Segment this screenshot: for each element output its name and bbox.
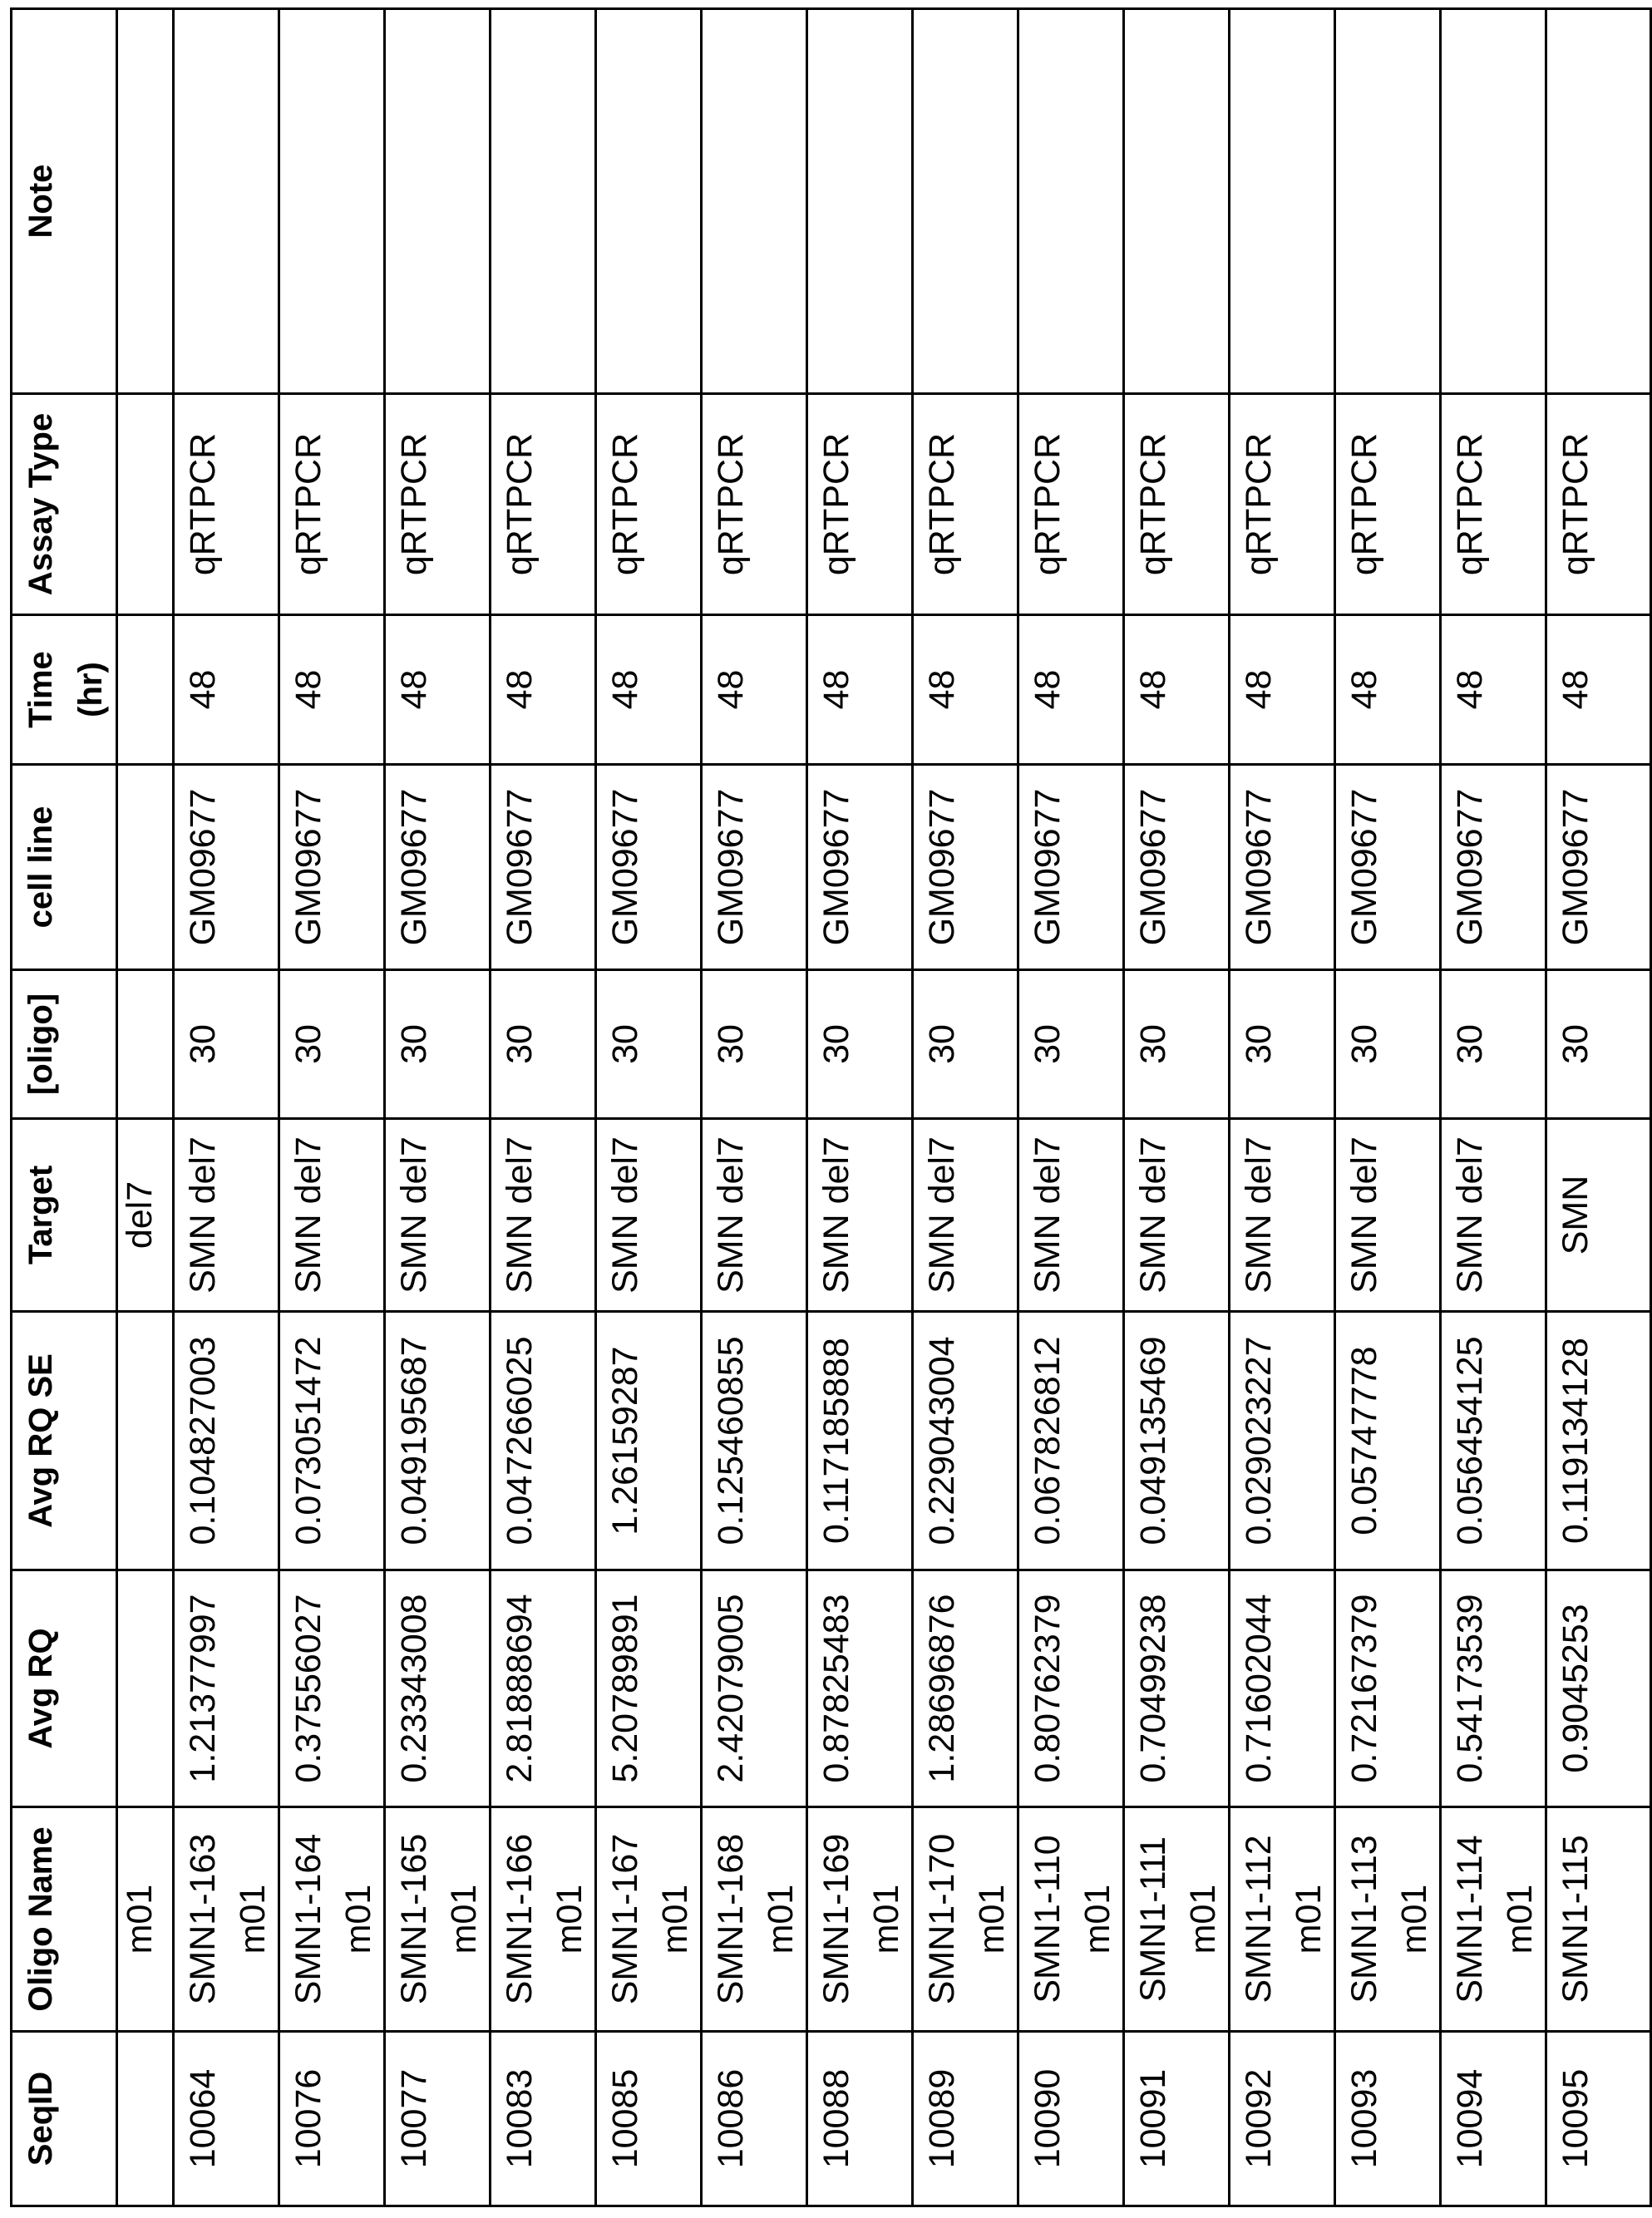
cell-cell-line [117, 765, 174, 970]
table-row [807, 9, 913, 2206]
cell-avg-rq-se: 0.073051472 [279, 1312, 385, 1570]
cell-target: SMN del7 [491, 1119, 596, 1312]
table-row [385, 9, 491, 2206]
cell-seqid: 10091 [1124, 2032, 1230, 2206]
header-oligo-conc: [oligo] [12, 970, 117, 1119]
cell-oligo-name: SMN1-167 m01 [596, 1807, 702, 2032]
cell-seqid: 10083 [491, 2032, 596, 2206]
cell-assay-type: qRTPCR [702, 394, 807, 615]
cell-assay-type: qRTPCR [596, 394, 702, 615]
cell-cell-line: GM09677 [913, 765, 1018, 970]
cell-assay-type: qRTPCR [807, 394, 913, 615]
cell-avg-rq-se: 0.029023227 [1230, 1312, 1335, 1570]
cell-oligo-name: SMN1-115 [1546, 1807, 1651, 2032]
table-row [1441, 9, 1546, 2206]
cell-time-hr: 48 [596, 615, 702, 765]
header-oligo-name: Oligo Name [12, 1807, 117, 2032]
cell-time-hr: 48 [1230, 615, 1335, 765]
cell-avg-rq: 0.37556027 [279, 1570, 385, 1807]
cell-seqid: 10090 [1018, 2032, 1124, 2206]
cell-time-hr: 48 [1124, 615, 1230, 765]
cell-avg-rq: 0.72167379 [1335, 1570, 1441, 1807]
cell-cell-line: GM09677 [491, 765, 596, 970]
cell-assay-type: qRTPCR [279, 394, 385, 615]
cell-avg-rq-se: 0.125460855 [702, 1312, 807, 1570]
cell-assay-type: qRTPCR [1335, 394, 1441, 615]
cell-cell-line: GM09677 [385, 765, 491, 970]
cell-seqid: 10077 [385, 2032, 491, 2206]
cell-cell-line: GM09677 [1230, 765, 1335, 970]
cell-oligo-conc: 30 [174, 970, 279, 1119]
cell-avg-rq: 1.21377997 [174, 1570, 279, 1807]
cell-assay-type [117, 394, 174, 615]
cell-oligo-name: SMN1-112 m01 [1230, 1807, 1335, 2032]
cell-note [1230, 9, 1335, 394]
cell-assay-type: qRTPCR [491, 394, 596, 615]
cell-cell-line: GM09677 [174, 765, 279, 970]
cell-time-hr: 48 [807, 615, 913, 765]
cell-oligo-name: SMN1-170 m01 [913, 1807, 1018, 2032]
cell-assay-type: qRTPCR [913, 394, 1018, 615]
cell-oligo-name: SMN1-169 m01 [807, 1807, 913, 2032]
header-assay-type: Assay Type [12, 394, 117, 615]
table-row [491, 9, 596, 2206]
cell-target: SMN del7 [385, 1119, 491, 1312]
cell-oligo-conc: 30 [807, 970, 913, 1119]
cell-cell-line: GM09677 [596, 765, 702, 970]
cell-note [913, 9, 1018, 394]
cell-seqid: 10094 [1441, 2032, 1546, 2206]
cell-oligo-conc: 30 [1441, 970, 1546, 1119]
cell-seqid: 10093 [1335, 2032, 1441, 2206]
cell-cell-line: GM09677 [702, 765, 807, 970]
cell-oligo-name: SMN1-111 m01 [1124, 1807, 1230, 2032]
cell-cell-line: GM09677 [1018, 765, 1124, 970]
cell-avg-rq-se: 0.056454125 [1441, 1312, 1546, 1570]
cell-oligo-conc: 30 [279, 970, 385, 1119]
cell-avg-rq-se: 0.117185888 [807, 1312, 913, 1570]
cell-target: SMN del7 [1230, 1119, 1335, 1312]
cell-time-hr: 48 [279, 615, 385, 765]
cell-avg-rq: 0.70499238 [1124, 1570, 1230, 1807]
header-cell-line: cell line [12, 765, 117, 970]
cell-note [807, 9, 913, 394]
cell-time-hr: 48 [1546, 615, 1651, 765]
cell-assay-type: qRTPCR [1230, 394, 1335, 615]
table-row [174, 9, 279, 2206]
cell-assay-type: qRTPCR [174, 394, 279, 615]
cell-oligo-name: SMN1-166 m01 [491, 1807, 596, 2032]
cell-note [491, 9, 596, 394]
cell-time-hr: 48 [1441, 615, 1546, 765]
cell-seqid: 10086 [702, 2032, 807, 2206]
header-seqid: SeqID [12, 2032, 117, 2206]
header-time-hr: Time (hr) [12, 615, 117, 765]
cell-avg-rq-se: 1.26159287 [596, 1312, 702, 1570]
cell-time-hr: 48 [913, 615, 1018, 765]
table-row [1546, 9, 1651, 2206]
cell-avg-rq [117, 1570, 174, 1807]
cell-assay-type: qRTPCR [1546, 394, 1651, 615]
cell-oligo-name: m01 [117, 1807, 174, 2032]
cell-time-hr: 48 [1018, 615, 1124, 765]
cell-time-hr [117, 615, 174, 765]
cell-time-hr: 48 [174, 615, 279, 765]
cell-oligo-conc: 30 [596, 970, 702, 1119]
cell-avg-rq-se [117, 1312, 174, 1570]
cell-avg-rq: 0.80762379 [1018, 1570, 1124, 1807]
cell-oligo-conc: 30 [1335, 970, 1441, 1119]
cell-seqid: 10088 [807, 2032, 913, 2206]
cell-oligo-conc: 30 [702, 970, 807, 1119]
table-row [913, 9, 1018, 2206]
cell-note [1441, 9, 1546, 394]
cell-oligo-name: SMN1-110 m01 [1018, 1807, 1124, 2032]
cell-note [1018, 9, 1124, 394]
cell-avg-rq-se: 0.067826812 [1018, 1312, 1124, 1570]
cell-target: SMN del7 [1124, 1119, 1230, 1312]
cell-cell-line: GM09677 [1124, 765, 1230, 970]
cell-oligo-name: SMN1-168 m01 [702, 1807, 807, 2032]
cell-seqid: 10095 [1546, 2032, 1651, 2206]
cell-seqid: 10064 [174, 2032, 279, 2206]
cell-avg-rq: 0.9045253 [1546, 1570, 1651, 1807]
cell-avg-rq-se: 0.119134128 [1546, 1312, 1651, 1570]
cell-target: SMN del7 [702, 1119, 807, 1312]
table-row [279, 9, 385, 2206]
cell-target: SMN del7 [1335, 1119, 1441, 1312]
cell-avg-rq-se: 0.05747778 [1335, 1312, 1441, 1570]
cell-avg-rq: 0.71602044 [1230, 1570, 1335, 1807]
cell-target: del7 [117, 1119, 174, 1312]
cell-avg-rq: 2.42079005 [702, 1570, 807, 1807]
cell-assay-type: qRTPCR [385, 394, 491, 615]
header-avg-rq-se: Avg RQ SE [12, 1312, 117, 1570]
cell-avg-rq: 5.20789891 [596, 1570, 702, 1807]
cell-seqid: 10085 [596, 2032, 702, 2206]
cell-note [596, 9, 702, 394]
cell-note [1546, 9, 1651, 394]
cell-avg-rq-se: 0.049195687 [385, 1312, 491, 1570]
cell-target: SMN del7 [1018, 1119, 1124, 1312]
cell-assay-type: qRTPCR [1441, 394, 1546, 615]
cell-avg-rq: 0.87825483 [807, 1570, 913, 1807]
results-table [10, 7, 1652, 2207]
cell-avg-rq-se: 0.049135469 [1124, 1312, 1230, 1570]
cell-seqid: 10089 [913, 2032, 1018, 2206]
cell-target: SMN del7 [807, 1119, 913, 1312]
cell-oligo-name: SMN1-165 m01 [385, 1807, 491, 2032]
cell-oligo-conc: 30 [491, 970, 596, 1119]
header-avg-rq: Avg RQ [12, 1570, 117, 1807]
header-target: Target [12, 1119, 117, 1312]
cell-avg-rq: 0.23343008 [385, 1570, 491, 1807]
cell-oligo-name: SMN1-164 m01 [279, 1807, 385, 2032]
table-row [1018, 9, 1124, 2206]
cell-target: SMN del7 [596, 1119, 702, 1312]
cell-time-hr: 48 [385, 615, 491, 765]
cell-oligo-conc: 30 [1230, 970, 1335, 1119]
table-row [596, 9, 702, 2206]
cell-cell-line: GM09677 [807, 765, 913, 970]
cell-target: SMN del7 [1441, 1119, 1546, 1312]
cell-assay-type: qRTPCR [1018, 394, 1124, 615]
cell-avg-rq: 1.28696876 [913, 1570, 1018, 1807]
rotated-page [0, 0, 1577, 2218]
cell-cell-line: GM09677 [1546, 765, 1651, 970]
cell-oligo-name: SMN1-113 m01 [1335, 1807, 1441, 2032]
cell-target: SMN [1546, 1119, 1651, 1312]
cell-note [1124, 9, 1230, 394]
cell-avg-rq: 0.54173539 [1441, 1570, 1546, 1807]
cell-note [117, 9, 174, 394]
cell-oligo-conc: 30 [1018, 970, 1124, 1119]
table-row [1124, 9, 1230, 2206]
continuation-row [117, 9, 174, 2206]
cell-seqid: 10092 [1230, 2032, 1335, 2206]
cell-note [174, 9, 279, 394]
cell-avg-rq-se: 0.229043004 [913, 1312, 1018, 1570]
header-row [12, 9, 117, 2206]
cell-note [385, 9, 491, 394]
cell-avg-rq-se: 0.104827003 [174, 1312, 279, 1570]
cell-seqid: 10076 [279, 2032, 385, 2206]
cell-oligo-name: SMN1-163 m01 [174, 1807, 279, 2032]
cell-note [279, 9, 385, 394]
cell-oligo-conc: 30 [1124, 970, 1230, 1119]
cell-oligo-name: SMN1-114 m01 [1441, 1807, 1546, 2032]
cell-oligo-conc: 30 [1546, 970, 1651, 1119]
cell-target: SMN del7 [174, 1119, 279, 1312]
cell-oligo-conc [117, 970, 174, 1119]
table-row [1335, 9, 1441, 2206]
table-row [702, 9, 807, 2206]
header-note: Note [12, 9, 117, 394]
cell-note [1335, 9, 1441, 394]
cell-seqid [117, 2032, 174, 2206]
cell-target: SMN del7 [279, 1119, 385, 1312]
cell-time-hr: 48 [491, 615, 596, 765]
cell-oligo-conc: 30 [913, 970, 1018, 1119]
cell-avg-rq: 2.81888694 [491, 1570, 596, 1807]
cell-time-hr: 48 [1335, 615, 1441, 765]
cell-assay-type: qRTPCR [1124, 394, 1230, 615]
cell-oligo-conc: 30 [385, 970, 491, 1119]
cell-note [702, 9, 807, 394]
cell-avg-rq-se: 0.047266025 [491, 1312, 596, 1570]
table-row [1230, 9, 1335, 2206]
cell-time-hr: 48 [702, 615, 807, 765]
cell-cell-line: GM09677 [1335, 765, 1441, 970]
cell-cell-line: GM09677 [279, 765, 385, 970]
cell-cell-line: GM09677 [1441, 765, 1546, 970]
cell-target: SMN del7 [913, 1119, 1018, 1312]
